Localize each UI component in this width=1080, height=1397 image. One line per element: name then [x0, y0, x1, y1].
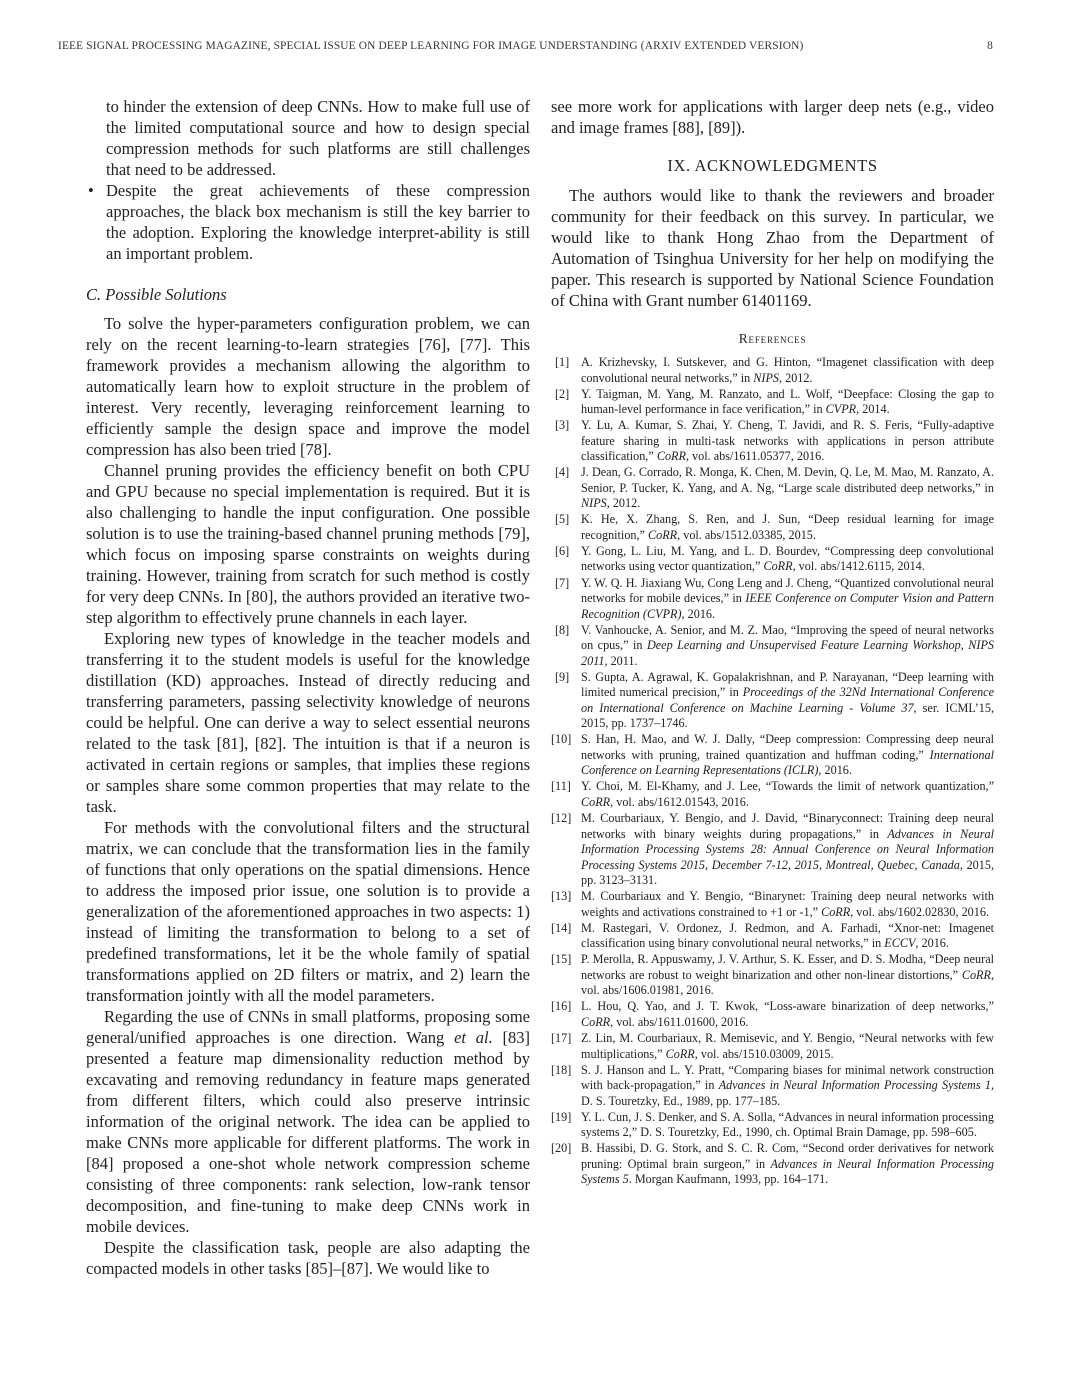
- section-heading-acknowledgments: IX. ACKNOWLEDGMENTS: [667, 156, 878, 175]
- reference-number: [8]: [555, 622, 570, 637]
- reference-text: P. Merolla, R. Appuswamy, J. V. Arthur, S. K. Esser, and D. S. Modha, “Deep neural networks are robust to weight binarization and other non-linear distortions,”: [581, 952, 994, 982]
- bullet-item: [86, 180, 530, 264]
- reference-venue: NIPS: [753, 370, 780, 385]
- reference-number: [7]: [555, 575, 570, 590]
- references-heading: References: [738, 331, 807, 346]
- text-span: Regarding the use of CNNs in small platforms, proposing some general/unified approaches is one direction. Wang: [86, 1007, 530, 1047]
- reference-venue: NIPS: [581, 496, 607, 511]
- right-column: [551, 96, 994, 1188]
- reference-text: Y. Lu, A. Kumar, S. Zhai, Y. Cheng, T. Javidi, and R. S. Feris, “Fully-adaptive feature sharing in multi-task networks with applications in person attribute classification,”: [581, 418, 994, 464]
- reference-text: , vol. abs/1612.01543, 2016.: [610, 794, 749, 809]
- reference-number: [10]: [551, 732, 572, 747]
- reference-venue: ECCV: [884, 936, 916, 951]
- paragraph: Despite the classification task, people are also adapting the compacted models in other tasks [85]–[87]. We would like to: [86, 1238, 530, 1278]
- reference-text: , 2012.: [606, 496, 641, 511]
- reference-number: [20]: [551, 1141, 572, 1156]
- running-title: IEEE SIGNAL PROCESSING MAGAZINE, SPECIAL ISSUE ON DEEP LEARNING FOR IMAGE UNDERSTANDING (ARXIV EXTENDED VERSION): [58, 40, 804, 52]
- reference-number: [19]: [551, 1109, 572, 1124]
- reference-text: S. J. Hanson and L. Y. Pratt, “Comparing biases for minimal network construction with back-propagation,” in: [581, 1062, 994, 1093]
- reference-venue: CoRR: [648, 527, 678, 542]
- reference-text: , 2014.: [856, 402, 890, 417]
- reference-number: [16]: [551, 999, 572, 1014]
- reference-text: M. Courbariaux, Y. Bengio, and J. David, “Binaryconnect: Training deep neural networks with binary weights during propagations,” in: [581, 811, 994, 841]
- reference-list: [551, 355, 994, 1188]
- reference-venue: CoRR: [581, 794, 611, 809]
- reference-number: [2]: [555, 386, 570, 401]
- reference-text: Y. W. Q. H. Jiaxiang Wu, Cong Leng and J. Cheng, “Quantized convolutional neural networks for mobile devices,” in: [581, 575, 994, 606]
- paragraph: Channel pruning provides the efficiency benefit on both CPU and GPU because no special implementation is required. But it is also challenging to handle the input configuration. One possible solution is to use the training-based channel pruning methods [79], which focus on imposing sparse constraints on weights during training. However, training from scratch for such method is costly for very deep CNNs. In [80], the authors provided an iterative two-step algorithm to effectively prune channels in each layer.: [86, 461, 530, 627]
- reference-number: [11]: [551, 779, 571, 794]
- reference-number: [6]: [555, 543, 570, 558]
- reference-item: [551, 1063, 994, 1110]
- reference-text: , 2016.: [915, 936, 949, 951]
- text-span: [83] presented a feature map dimensionality reduction method by excavating and removing redundancy in feature maps generated from different filters, which could also preserve intrinsic information of the original network. The idea can be applied to make CNNs more applicable for different platforms. The work in [84] proposed a one-shot whole network compression scheme consisting of three components: rank selection, low-rank tensor decomposition, and fine-tuning to make deep CNNs work in mobile devices.: [86, 1028, 530, 1236]
- reference-text: , ser. ICML’15, 2015, pp. 1737–1746.: [581, 700, 994, 731]
- reference-venue: IEEE Conference on Computer Vision and Pattern Recognition (CVPR): [581, 591, 994, 621]
- reference-text: V. Vanhoucke, A. Senior, and M. Z. Mao, “Improving the speed of neural networks on cpus,” in: [581, 622, 994, 653]
- bullet-text: Despite the great achievements of these compression approaches, the black box mechanism is still the key barrier to the adoption. Exploring the knowledge interpret-ability is still an important problem.: [106, 181, 530, 263]
- reference-text: M. Rastegari, V. Ordonez, J. Redmon, and A. Farhadi, “Xnor-net: Imagenet classification using binary convolutional neural networks,” in: [581, 920, 994, 951]
- reference-text: . Morgan Kaufmann, 1993, pp. 164–171.: [628, 1172, 829, 1187]
- reference-text: Y. Taigman, M. Yang, M. Ranzato, and L. Wolf, “Deepface: Closing the gap to human-level performance in face verification,” in: [581, 386, 994, 417]
- reference-item: [551, 1141, 994, 1188]
- reference-text: K. He, X. Zhang, S. Ren, and J. Sun, “Deep residual learning for image recognition,”: [581, 512, 994, 542]
- reference-venue: Proceedings of the 32Nd International Conference on International Conference on Machine Learning - Volume 37: [581, 685, 994, 715]
- reference-text: , D. S. Touretzky, Ed., 1989, pp. 177–185.: [581, 1078, 994, 1108]
- reference-venue: CoRR: [656, 449, 686, 464]
- reference-number: [9]: [555, 669, 570, 684]
- reference-text: , vol. abs/1606.01981, 2016.: [581, 967, 994, 998]
- reference-item: [551, 952, 994, 999]
- running-header: [58, 40, 993, 52]
- paragraph: [86, 1006, 530, 1237]
- reference-text: , 2016.: [818, 763, 852, 778]
- reference-text: B. Hassibi, D. G. Stork, and S. C. R. Com, “Second order derivatives for network pruning: Optimal brain surgeon,” in: [581, 1141, 994, 1171]
- paragraph: For methods with the convolutional filters and the structural matrix, we can conclude that the transformation lies in the family of functions that only operations on the spatial dimensions. Hence to address the imposed prior issue, one solution is to provide a generalization of the aforementioned approaches in two aspects: 1) instead of limiting the transformation to belong to a set of predefined transformations, let it be the whole family of spatial transformations applied on 2D filters or matrix, and 2) learn the transformation jointly with all the model parameters.: [86, 818, 530, 1005]
- subsection-heading: C. Possible Solutions: [86, 285, 227, 304]
- reference-venue: CVPR: [825, 402, 857, 417]
- reference-item: [551, 999, 994, 1030]
- reference-number: [18]: [551, 1062, 572, 1077]
- reference-number: [5]: [555, 512, 570, 527]
- acknowledgments-text: The authors would like to thank the reviewers and broader community for their feedback on this survey. In particular, we would like to thank Hong Zhao from the Department of Automation of Tsinghua University for her help on modifying the paper. This research is supported by National Science Foundation of China with Grant number 61401169.: [551, 186, 994, 310]
- reference-venue: CoRR: [763, 559, 793, 574]
- reference-venue: Advances in Neural Information Processing Systems 1: [718, 1078, 991, 1093]
- reference-text: , vol. abs/1510.03009, 2015.: [694, 1046, 834, 1061]
- paragraph-continued: see more work for applications with larger deep nets (e.g., video and image frames [88], [89]).: [551, 97, 994, 137]
- reference-item: [551, 512, 994, 543]
- reference-text: S. Gupta, A. Agrawal, K. Gopalakrishnan, and P. Narayanan, “Deep learning with limited numerical precision,” in: [581, 669, 994, 700]
- reference-text: , 2015, pp. 3123–3131.: [581, 857, 995, 888]
- reference-text: , 2012.: [779, 370, 813, 385]
- bullet-list: [86, 96, 530, 264]
- reference-number: [12]: [551, 811, 572, 826]
- reference-number: [3]: [555, 418, 570, 433]
- reference-item: [551, 576, 994, 623]
- reference-item: [551, 465, 994, 512]
- reference-item: [551, 921, 994, 952]
- reference-text: S. Han, H. Mao, and W. J. Dally, “Deep compression: Compressing deep neural networks with pruning, trained quantization and huffman coding,”: [581, 732, 994, 762]
- bullet-dot-icon: •: [88, 181, 94, 200]
- reference-item: [551, 387, 994, 418]
- reference-text: J. Dean, G. Corrado, R. Monga, K. Chen, M. Devin, Q. Le, M. Mao, M. Ranzato, A. Senior, P. Tucker, K. Yang, and A. Ng, “Large scale distributed deep networks,” in: [581, 465, 994, 495]
- page-number: 8: [987, 40, 993, 52]
- reference-text: , vol. abs/1602.02830, 2016.: [850, 904, 990, 919]
- reference-venue: International Conference on Learning Representations (ICLR): [581, 747, 994, 778]
- reference-venue: CoRR: [821, 904, 851, 919]
- reference-text: M. Courbariaux and Y. Bengio, “Binarynet: Training deep neural networks with weights and activations constrained to +1 or -1,”: [581, 889, 994, 919]
- reference-text: Y. L. Cun, J. S. Denker, and S. A. Solla, “Advances in neural information processing systems 2,” D. S. Touretzky, Ed., 1990, ch. Optimal Brain Damage, pp. 598–605.: [581, 1109, 994, 1140]
- reference-number: [4]: [555, 465, 570, 480]
- reference-item: [551, 670, 994, 732]
- reference-item: [551, 779, 994, 810]
- reference-number: [15]: [551, 952, 572, 967]
- reference-item: [551, 623, 994, 670]
- reference-number: [17]: [551, 1031, 572, 1045]
- reference-venue: Deep Learning and Unsupervised Feature Learning Workshop, NIPS 2011: [581, 638, 994, 668]
- reference-text: , vol. abs/1611.05377, 2016.: [685, 449, 825, 464]
- reference-item: [551, 811, 994, 889]
- reference-item: [551, 544, 994, 575]
- paragraph: To solve the hyper-parameters configuration problem, we can rely on the recent learning-to-learn strategies [76], [77]. This framework provides a mechanism allowing the algorithm to automatically learn how to exploit structure in the problem of interest. Very recently, leveraging reinforcement learning to efficiently sample the design space and improve the model compression has also been tried [78].: [86, 314, 530, 459]
- reference-text: , 2016.: [681, 606, 716, 621]
- reference-item: [551, 355, 994, 386]
- reference-item: [551, 1110, 994, 1141]
- left-column: [86, 96, 530, 1279]
- reference-venue: CoRR: [961, 967, 991, 982]
- paragraph: Exploring new types of knowledge in the teacher models and transferring it to the student models is useful for the knowledge distillation (KD) approaches. Instead of directly reducing and transferring parameters, passing selectivity knowledge of neurons could be helpful. One can derive a way to select essential neurons related to the task [81], [82]. The intuition is that if a neuron is activated in certain regions or samples, that implies these regions or samples share some common properties that may relate to the task.: [86, 629, 530, 816]
- reference-item: [551, 1031, 994, 1062]
- reference-text: Y. Gong, L. Liu, M. Yang, and L. D. Bourdev, “Compressing deep convolutional networks using vector quantization,”: [581, 543, 994, 574]
- reference-text: Z. Lin, M. Courbariaux, R. Memisevic, and Y. Bengio, “Neural networks with few multiplications,”: [581, 1031, 994, 1061]
- reference-item: [551, 889, 994, 920]
- reference-number: [14]: [551, 920, 572, 935]
- reference-number: [1]: [555, 355, 570, 369]
- reference-text: , vol. abs/1611.01600, 2016.: [610, 1014, 749, 1029]
- reference-text: , 2011.: [604, 653, 638, 668]
- bullet-item-continued: [86, 96, 530, 180]
- reference-text: Y. Choi, M. El-Khamy, and J. Lee, “Towards the limit of network quantization,”: [581, 779, 994, 794]
- reference-venue: CoRR: [665, 1046, 695, 1061]
- reference-text: , vol. abs/1512.03385, 2015.: [677, 527, 816, 542]
- reference-venue: Advances in Neural Information Processing Systems 28: Annual Conference on Neural Information Processing Systems 2015, December 7-12, 2015, Montreal, Quebec, Canada: [581, 826, 994, 872]
- reference-venue: Advances in Neural Information Processing Systems 5: [581, 1156, 994, 1187]
- reference-number: [13]: [551, 889, 572, 904]
- reference-item: [551, 418, 994, 465]
- reference-venue: CoRR: [581, 1014, 611, 1029]
- bullet-text: to hinder the extension of deep CNNs. How to make full use of the limited computational source and how to design special compression methods for such platforms are still challenges that need to be addressed.: [106, 97, 530, 179]
- reference-text: A. Krizhevsky, I. Sutskever, and G. Hinton, “Imagenet classification with deep convolutional neural networks,” in: [581, 355, 994, 385]
- reference-text: , vol. abs/1412.6115, 2014.: [792, 559, 925, 574]
- reference-text: L. Hou, Q. Yao, and J. T. Kwok, “Loss-aware binarization of deep networks,”: [581, 999, 994, 1014]
- italic-text: et al.: [454, 1028, 493, 1047]
- reference-item: [551, 732, 994, 779]
